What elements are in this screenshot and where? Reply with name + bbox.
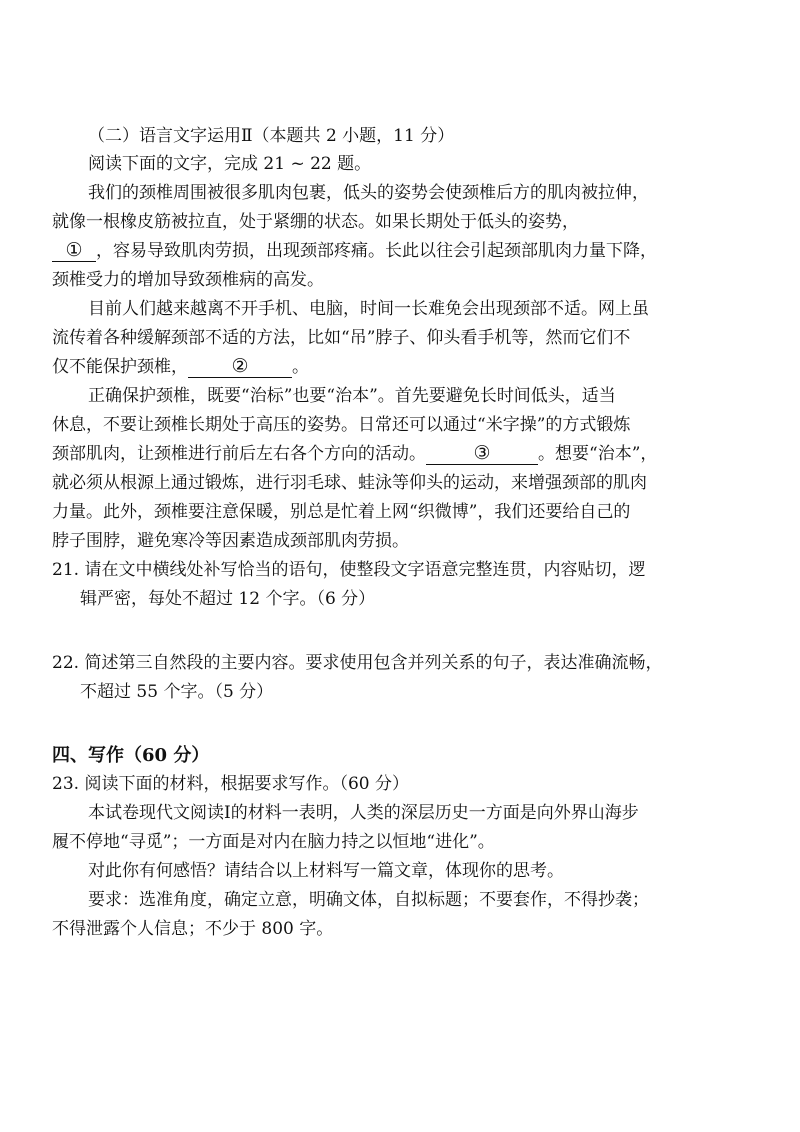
blank-3 <box>426 443 538 465</box>
blank-2 <box>188 356 292 378</box>
passage-line <box>52 356 309 378</box>
question-22-cont: 不超过 55 个字。（5 分） <box>80 682 274 702</box>
passage-line: 力量。此外，颈椎要注意保暖，别总是忙着上网“织微博”，我们还要给自己的 <box>52 502 631 522</box>
blank-number: ② <box>231 355 249 377</box>
blank-number: ③ <box>473 442 491 464</box>
blank-1 <box>52 240 96 262</box>
writing-title: 四、写作（60 分） <box>52 745 210 766</box>
material-line: 对此你有何感悟？请结合以上材料写一篇文章，体现你的思考。 <box>88 861 564 881</box>
passage-text: ，容易导致肌肉劳损，出现颈部疼痛。长此以往会引起颈部肌肉力量下降， <box>96 241 657 261</box>
passage-line: 就像一根橡皮筋被拉直，处于紧绷的状态。如果长期处于低头的姿势， <box>52 212 579 232</box>
passage-line: 颈椎受力的增加导致颈椎病的高发。 <box>52 270 324 290</box>
section-instruction: 阅读下面的文字，完成 21 ~ 22 题。 <box>88 154 372 174</box>
blank-number: ① <box>65 239 83 261</box>
passage-text: 颈部肌肉，让颈椎进行前后左右各个方向的活动。 <box>52 444 426 464</box>
question-21: 21. 请在文中横线处补写恰当的语句，使整段文字语意完整连贯，内容贴切，逻 <box>52 560 646 580</box>
material-line: 履不停地“寻觅”；一方面是对内在脑力持之以恒地“进化”。 <box>52 832 495 852</box>
material-line: 本试卷现代文阅读Ⅰ的材料一表明，人类的深层历史一方面是向外界山海步 <box>88 803 639 823</box>
passage-line: 目前人们越来越离不开手机、电脑，时间一长难免会出现颈部不适。网上虽 <box>88 299 649 319</box>
passage-line: 就必须从根源上通过锻炼，进行羽毛球、蛙泳等仰头的运动，来增强颈部的肌肉 <box>52 473 647 493</box>
question-23: 23. 阅读下面的材料，根据要求写作。（60 分） <box>52 774 409 794</box>
requirements-line: 要求：选准角度，确定立意，明确文体，自拟标题；不要套作，不得抄袭； <box>88 890 649 910</box>
section-title: （二）语言文字运用Ⅱ（本题共 2 小题，11 分） <box>88 126 455 146</box>
passage-line: 我们的颈椎周围被很多肌肉包裹，低头的姿势会使颈椎后方的肌肉被拉伸， <box>88 183 649 203</box>
passage-text: 。 <box>292 357 309 377</box>
passage-line <box>52 240 657 262</box>
passage-line: 脖子围脖，避免寒冷等因素造成颈部肌肉劳损。 <box>52 531 409 551</box>
passage-line: 流传着各种缓解颈部不适的方法，比如“吊”脖子、仰头看手机等，然而它们不 <box>52 328 631 348</box>
passage-text: 仅不能保护颈椎， <box>52 357 188 377</box>
question-21-cont: 辑严密，每处不超过 12 个字。（6 分） <box>80 589 376 609</box>
passage-line: 休息，不要让颈椎长期处于高压的姿势。日常还可以通过“米字操”的方式锻炼 <box>52 415 631 435</box>
passage-line: 正确保护颈椎，既要“治标”也要“治本”。首先要避免长时间低头，适当 <box>88 386 616 406</box>
passage-text: 。想要“治本”， <box>538 444 658 464</box>
passage-line <box>52 443 657 465</box>
question-22: 22. 简述第三自然段的主要内容。要求使用包含并列关系的句子，表达准确流畅， <box>52 653 663 673</box>
requirements-line: 不得泄露个人信息；不少于 800 字。 <box>52 919 334 939</box>
